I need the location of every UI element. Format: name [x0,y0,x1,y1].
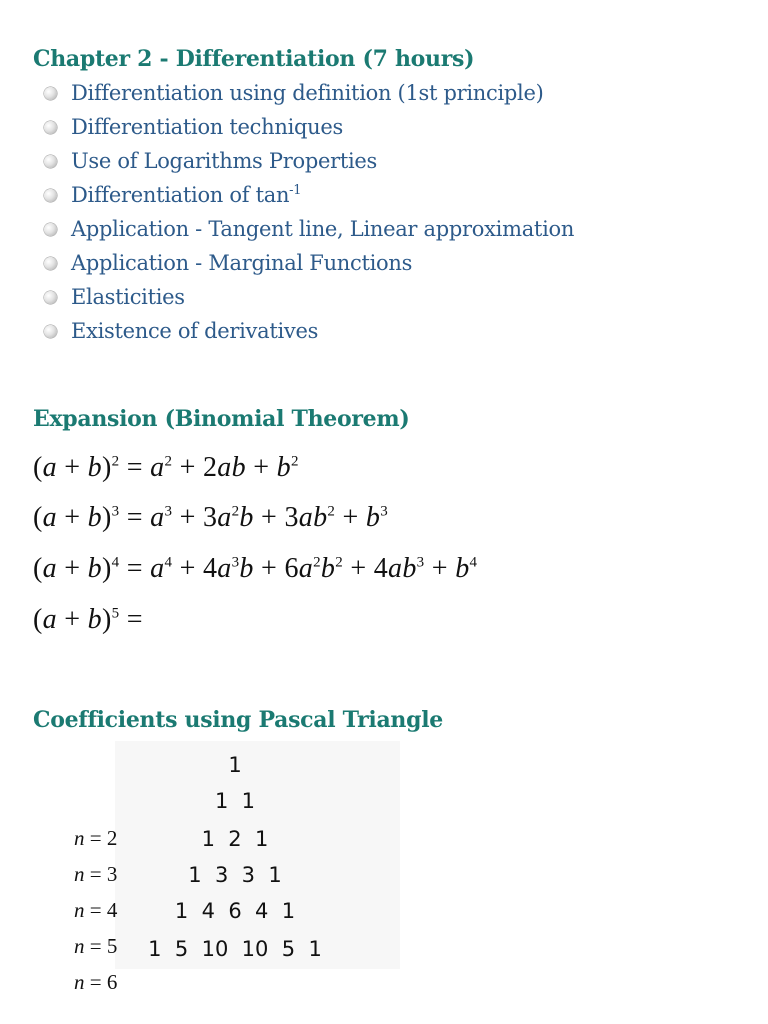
row-label [74,934,117,959]
topic-text: Application - Marginal Functions [71,251,413,275]
exponent: 3 [164,503,173,520]
pascal-row: 1 2 1 [201,827,269,851]
binomial-equation [33,604,143,636]
exponent: 2 [327,503,336,520]
equation-term: b + 6a [239,553,314,584]
exponent: 4 [469,554,478,571]
list-item [44,110,574,144]
topic-text-main: Differentiation of tan [71,183,290,207]
exponent: 5 [111,605,120,622]
equation-term: (a + b) [33,604,112,635]
exponent: 3 [416,554,425,571]
topic-text [71,183,301,207]
bullet-icon [44,257,57,270]
list-item [44,280,574,314]
topic-text: Application - Tangent line, Linear approximation [71,217,575,241]
list-item [44,314,574,348]
bullet-icon [44,155,57,168]
equation-term: (a + b) [33,502,112,533]
equation-term: + 3a [179,502,232,533]
exponent: 3 [380,503,389,520]
bullet-icon [44,291,57,304]
row-label-value: = 6 [84,970,118,994]
exponent: 2 [313,554,321,571]
row-label-value: = 4 [84,898,118,922]
n-variable: n [74,862,85,886]
row-label [74,970,117,995]
equation-term: + 4a [179,553,232,584]
pascal-title: Coefficients using Pascal Triangle [33,707,443,733]
binomial-equation [33,502,388,534]
n-variable: n [74,826,85,850]
pascal-row: 1 3 3 1 [188,863,282,887]
row-label [74,826,117,851]
equation-term: = a [126,553,165,584]
equation-term: = [126,604,143,635]
equation-term: = a [126,502,165,533]
bullet-icon [44,325,57,338]
row-label [74,862,117,887]
equation-term: b [320,553,336,584]
equation-term: = a [126,452,165,483]
bullet-icon [44,121,57,134]
exponent: 3 [231,554,240,571]
equation-term: + 4ab [350,553,417,584]
pascal-row: 1 4 6 4 1 [174,899,296,923]
pascal-row: 1 [228,753,242,777]
topic-text: Elasticities [71,285,185,309]
list-item [44,76,574,110]
topic-text: Differentiation using definition (1st principle) [71,81,544,105]
n-variable: n [74,970,85,994]
equation-term: + 2ab + b [179,452,291,483]
list-item [44,212,574,246]
exponent: 2 [164,453,173,470]
topic-text: Differentiation techniques [71,115,343,139]
equation-term: (a + b) [33,452,112,483]
exponent: 2 [335,554,343,571]
expansion-title: Expansion (Binomial Theorem) [33,406,410,432]
topic-text: Use of Logarithms Properties [71,149,377,173]
binomial-equation [33,553,477,585]
equation-term: b + 3ab [239,502,328,533]
list-item [44,178,574,212]
bullet-icon [44,223,57,236]
exponent: 4 [164,554,173,571]
list-item [44,246,574,280]
bullet-icon [44,189,57,202]
row-label-value: = 2 [84,826,118,850]
bullet-icon [44,87,57,100]
binomial-equation [33,452,299,484]
equation-term: + b [342,502,381,533]
row-label-value: = 3 [84,862,118,886]
row-label [74,898,117,923]
pascal-row: 1 5 10 10 5 1 [148,937,322,961]
equation-term: (a + b) [33,553,112,584]
exponent: 2 [290,453,299,470]
equation-term: + b [431,553,470,584]
n-variable: n [74,898,85,922]
n-variable: n [74,934,85,958]
exponent: 2 [111,453,120,470]
exponent: 3 [111,503,120,520]
topic-list [44,76,574,348]
list-item [44,144,574,178]
exponent: 2 [231,503,240,520]
pascal-row: 1 1 [214,789,256,813]
topic-text: Existence of derivatives [71,319,319,343]
topic-superscript: -1 [289,183,302,198]
chapter-title: Chapter 2 - Differentiation (7 hours) [33,46,475,72]
exponent: 4 [111,554,120,571]
row-label-value: = 5 [84,934,118,958]
